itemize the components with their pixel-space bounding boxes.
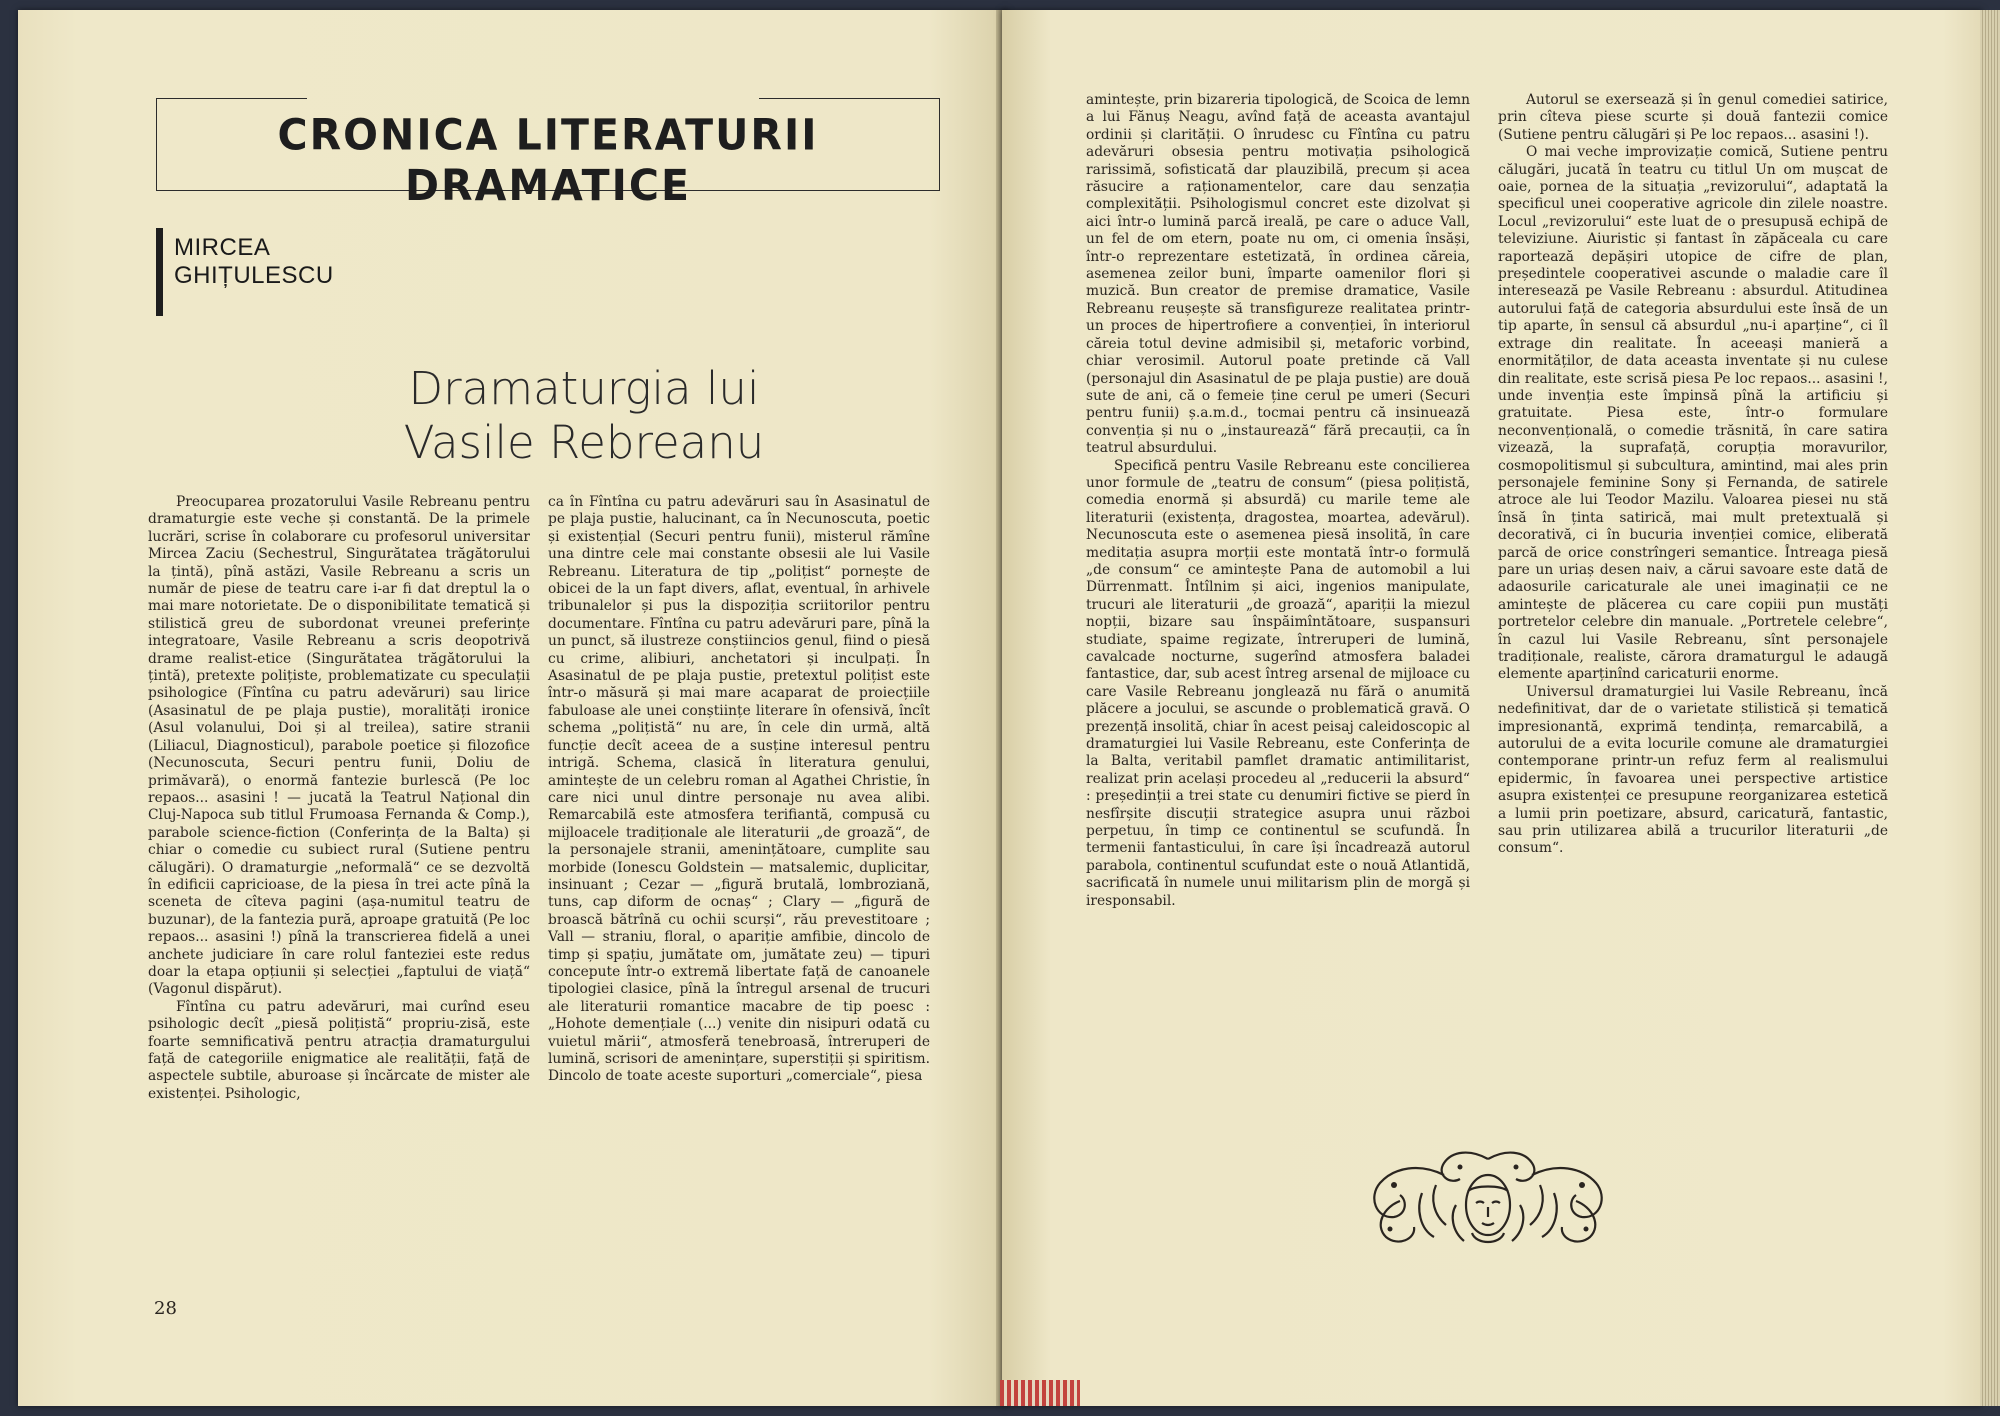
article-title-line2: Vasile Rebreanu: [403, 416, 765, 469]
text-column-2: [548, 494, 930, 1086]
right-page: [1002, 10, 1982, 1406]
section-header-frame: [156, 98, 940, 211]
paragraph: Preocuparea prozatorului Vasile Rebreanu pentru dramaturgie este veche și constantă. De la primele lucrări, scrise în colaborare cu profesorul universitar Mircea Zaciu (Sechestrul, Singurătatea trăgătorului la țintă), pînă astăzi, Vasile Rebreanu a scris un număr de piese de teatru care i-ar fi dat dreptul la o mai mare notorietate. De o disponibilitate tematică și stilistică greu de subordonat vreunei preferințe integratoare, Vasile Rebreanu a scris deopotrivă drame realist-etice (Singurătatea trăgătorului la țintă), pretexte polițiste, problematizate cu speculații psihologice (Fîntîna cu patru adevăruri) sau lirice (Asasinatul de pe plaja pustie), moralități ironice (Asul volanului, Doi și al treilea), satire stranii (Liliacul, Diagnosticul), parabole poetice și filozofice (Necunoscuta, Securi pentru funii, Doliu de primăvară), o enormă fantezie burlescă (Pe loc repaos... asasini ! — jucată la Teatrul Național din Cluj-Napoca sub titlul Frumoasa Fernanda & Comp.), parabole science-fiction (Conferința de la Balta) și chiar o comedie cu subiect rural (Sutiene pentru călugări). O dramaturgie „neformală“ ce se dezvoltă în edificii capricioase, de la piesa în trei acte pînă la sceneta de cîteva pagini (așa-numitul teatru de buzunar), de la fantezia pură, aproape gratuită (Pe loc repaos... asasini !) pînă la transcrierea fidelă a unei anchete judiciare în care rolul fanteziei este redus doar la etapa opțiunii și selecției „faptului de viață“ (Vagonul dispărut).: [148, 494, 530, 998]
author-last-name: GHIȚULESCU: [174, 262, 334, 289]
page-edges: [1980, 10, 2000, 1406]
paragraph: Universul dramaturgiei lui Vasile Rebreanu, încă nedefinitivat, dar de o varietate stilistică și tematică impresionantă, exprimă tendința, remarcabilă, a autorului de a evita locurile comune ale dramaturgiei contemporane printr-un refuz ferm al realismului epidermic, în favoarea unei perspective artistice asupra existenței ce presupune reorganizarea estetică a lumii prin poetizare, absurd, caricatură, fantastic, sau prin utilizarea abilă a trucurilor literaturii „de consum“.: [1498, 683, 1888, 857]
art-nouveau-ornament: [1360, 1145, 1616, 1257]
paragraph: amintește, prin bizareria tipologică, de Scoica de lemn a lui Fănuș Neagu, avînd față de aceasta avantajul ordinii și clarității. O înrudesc cu Fîntîna cu patru adevăruri obsesia pentru motivația psihologică rarissimă, sofisticată dar plauzibilă, precum și acea răsucire a raționamentelor, care dau senzația complexității. Psihologismul concret este dizolvat și aici într-o lumină parcă ireală, pe care o aduce Vall, un fel de om etern, poate nu om, ci omenia însăși, într-o reprezentare estetizată, în ordinea căreia, asemenea zeilor buni, împarte oamenilor flori și muzică. Bun creator de premise dramatice, Vasile Rebreanu reușește să transfigureze realitatea printr-un proces de hipertrofiere a convenției, în interiorul căreia totul devine admisibil și, metaforic vorbind, chiar verosimil. Autorul poate pretinde că Vall (personajul din Asasinatul de pe plaja pustie) are două sute de ani, că o femeie ține cerul pe umeri (Securi pentru funii) ș.a.m.d., tocmai pentru că insinuează convenția și nu o „instaurează“ fără precauții, ca în teatrul absurdului.: [1086, 92, 1470, 457]
article-title: [324, 362, 844, 470]
author-first-name: MIRCEA: [174, 234, 271, 261]
text-column-4: [1498, 92, 1888, 858]
author-name: [174, 234, 334, 290]
paragraph: Fîntîna cu patru adevăruri, mai curînd eseu psihologic decît „piesă polițistă“ propriu-zisă, este foarte semnificativă pentru atracția dramaturgului față de categoriile enigmatice ale realității, față de aspectele subtile, aburoase și încărcate de mister ale existenței. Psihologic,: [148, 998, 530, 1102]
article-title-line1: Dramaturgia lui: [408, 362, 760, 415]
left-page: [18, 10, 1008, 1406]
section-header-title: CRONICA LITERATURII DRAMATICE: [277, 109, 819, 211]
text-column-1: [148, 494, 530, 1103]
page-number: 28: [154, 1298, 177, 1319]
paragraph: Specifică pentru Vasile Rebreanu este concilierea unor formule de „teatru de consum“ (piesa polițistă, comedia enormă și absurdă) cu marile teme ale literaturii (existența, dragostea, moartea, adevărul). Necunoscuta este o asemenea piesă insolită, în care meditația asupra morții este montată într-o formulă „de consum“ ce amintește Pana de automobil a lui Dürrenmatt. Întîlnim și aici, ingenios manipulate, trucuri ale literaturii „de groază“, apariții la miezul nopții, bizare sau înspăimîntătoare, suspansuri studiate, spaime regizate, întreruperi de lumină, cavalcade nocturne, sugerînd atmosfera baladei fantastice, dar, sub acest întreg arsenal de mijloace cu care Vasile Rebreanu jonglează nu fără o anumită plăcere a jocului, se ascunde o problematică gravă. O prezență insolită, chiar în acest peisaj caleidoscopic al dramaturgiei lui Vasile Rebreanu, este Conferința de la Balta, veritabil pamflet dramatic antimilitarist, realizat prin același procedeu al „reducerii la absurd“ : președinții a trei state cu denumiri fictive se pierd în nesfîrșite discuții strategice asupra unui război perpetuu, în timp ce continentul se scufundă. În termenii fantasticului, în care își încadrează autorul parabola, continentul scufundat este o nouă Atlantidă, sacrificată în numele unui militarism plin de morgă și iresponsabil.: [1086, 457, 1470, 909]
author-bar: [156, 228, 163, 316]
paragraph: O mai veche improvizație comică, Sutiene pentru călugări, jucată în teatru cu titlul Un om mușcat de oaie, pornea de la situația „revizorului“, adaptată la specificul unei cooperative agricole din zilele noastre. Locul „revizorului“ este luat de o presupusă echipă de televiziune. Aiuristic și fantast în zăpăceala cu care raportează depășiri utopice de cifre de plan, președintele cooperativei ascunde o maladie care îl interesează pe Vasile Rebreanu : absurdul. Atitudinea autorului față de categoria absurdului este însă de un tip aparte, în sensul că absurdul „nu-i aparține“, ci îl extrage din realitate. În aceeași manieră a enormităților, de data aceasta inventate și nu culese din realitate, este scrisă piesa Pe loc repaos... asasini !, unde invenția este împinsă pînă la artificiu și gratuitate. Piesa este, într-o formulare neconvențională, o comedie trăsnită, în care satira vizează, la suprafață, corupția moravurilor, cosmopolitismul și subcultura, amintind, mai ales prin personajele feminine Sony și Fernanda, de satirele atroce ale lui Teodor Mazilu. Valoarea piesei nu stă însă în ținta satirică, mai mult pretextuală și decorativă, ci în bucuria invenției comice, eliberată parcă de orice constrîngeri semantice. Întreaga piesă pare un uriaș desen naiv, a cărui savoare este dată de adaosurile caricaturale ale unei imaginații ce ne amintește de plăcerea cu care copiii pun mustăți portretelor celebre din manuale. „Portretele celebre“, în cazul lui Vasile Rebreanu, sînt personajele tradiționale, realiste, cărora dramaturgul le adaugă elemente aparținînd caricaturii enorme.: [1498, 144, 1888, 683]
paragraph: ca în Fîntîna cu patru adevăruri sau în Asasinatul de pe plaja pustie, halucinant, ca în Necunoscuta, poetic și existențial (Securi pentru funii), misterul rămîne una dintre cele mai constante obsesii ale lui Vasile Rebreanu. Literatura de tip „polițist“ pornește de obicei de la un fapt divers, aflat, eventual, în arhivele tribunalelor și pus la dispoziția scriitorilor pentru documentare. Fîntîna cu patru adevăruri pare, pînă la un punct, să ilustreze conștiincios genul, fiind o piesă cu crime, alibiuri, anchetatori și inculpați. În Asasinatul de pe plaja pustie, pretextul polițist este într-o măsură și mai mare acaparat de proiecțiile fabuloase ale unei conștiințe literare în ofensivă, încît schema „polițistă“ nu are, în cele din urmă, altă funcție decît aceea de a susține interesul pentru intrigă. Schema, clasică în literatura genului, amintește de un celebru roman al Agathei Christie, în care nici unul dintre personaje nu avea alibi. Remarcabilă este atmosfera terifiantă, compusă cu mijloacele tradiționale ale literaturii „de groază“, de la personajele stranii, amenințătoare, cumplite sau morbide (Ionescu Goldstein — matsalemic, duplicitar, insinuant ; Cezar — „figură brutală, lombroziană, tuns, cap diform de ocnaș“ ; Clary — „figură de broască bătrînă cu ochii scurși“, rău prevestitoare ; Vall — straniu, floral, o apariție amfibie, dincolo de timp și spațiu, jumătate om, jumătate zeu) — tipuri concepute într-o extremă libertate față de canoanele tipologiei clasice, pînă la întregul arsenal de trucuri ale literaturii romantice macabre de tip poesc : „Hohote demențiale (...) venite din nisipuri odată cu vuietul mării“, atmosferă tenebroasă, întreruperi de lumină, scrisori de amenințare, superstiții și spiritism. Dincolo de toate aceste suporturi „comerciale“, piesa: [548, 494, 930, 1085]
paragraph: Autorul se exersează și în genul comediei satirice, prin cîteva piese scurte și două fantezii comice (Sutiene pentru călugări și Pe loc repaos... asasini !).: [1498, 92, 1888, 143]
text-column-3: [1086, 92, 1470, 910]
page-edge-red-marbling: [1000, 1380, 1080, 1406]
